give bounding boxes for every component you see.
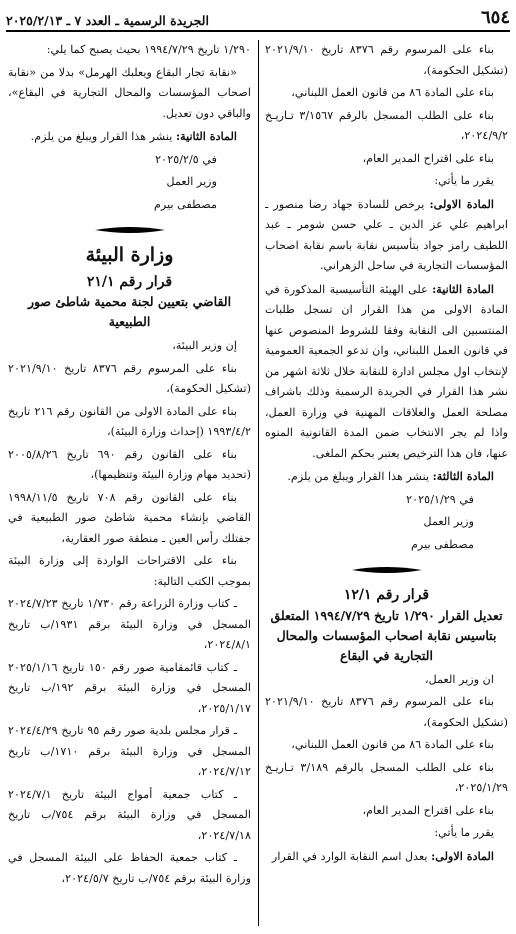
paragraph-text: يرخص للسادة جهاد رضا منصور ـ ابراهيم علي عز الدين ـ علي حسن شومر ـ عبد اللطيف رامز جواد بتأسيس نقابة باسم نقابة اصحاب المؤسسات التجارية في ساحل الزهراني.	[265, 197, 508, 272]
text-paragraph	[8, 488, 251, 550]
paragraph-text: في ٢٠٢٥/١/٢٩	[406, 492, 474, 506]
text-paragraph	[265, 106, 508, 147]
text-paragraph	[265, 40, 508, 81]
text-paragraph	[8, 359, 251, 400]
text-paragraph	[8, 551, 251, 592]
article-label: المادة الثانية:	[432, 281, 494, 296]
text-paragraph	[8, 336, 251, 357]
paragraph-text: بناء على القانون رقم ٦٩٠ تاريخ ٢٠٠٥/٨/٢٦ (تحديد مهام وزارة البيئة وتنظيمها)،	[8, 447, 251, 481]
paragraph-text: «نقابة تجار البقاع ويعلبك الهرمل» بدلا من «نقابة اصحاب المؤسسات والمحال التجارية في البقاع»، والباقي دون تعديل.	[8, 65, 251, 120]
text-paragraph	[265, 692, 508, 733]
text-paragraph	[8, 63, 251, 125]
paragraph-text: يعدل اسم النقابة الوارد في القرار	[271, 849, 428, 863]
paragraph-text: بناء على المرسوم رقم ٨٣٧٦ تاريخ ٢٠٢١/٩/١٠ (تشكيل الحكومة)،	[265, 695, 508, 729]
text-paragraph	[8, 594, 251, 656]
decision-subject: تعديل القرار ١/٢٩٠ تاريخ ١٩٩٤/٧/٢٩ المتعلق بتاسيس نقابة اصحاب المؤسسات والمحال التجارية في البقاع	[270, 607, 503, 663]
paragraph-text: إن وزير البيئة،	[172, 339, 237, 352]
paragraph-text: مصطفى بيرم	[153, 197, 217, 211]
signature-line	[8, 150, 251, 171]
paragraph-text: ـ كتاب وزارة الزراعة رقم ١/٧٣٠ تاريخ ٢٠٢٤/٧/٢٣ المسجل في وزارة البيئة برقم ١٩٣١/ب تاريخ ٢٠٢٤/٨/١،	[8, 597, 251, 651]
text-paragraph	[265, 670, 508, 691]
paragraph-text: بناء على المرسوم رقم ٨٣٧٦ تاريخ ٢٠٢١/٩/١٠ (تشكيل الحكومة)،	[265, 43, 508, 77]
article-label: المادة الاولى:	[429, 196, 495, 211]
paragraph-text: ان وزير العمل،	[425, 672, 494, 686]
page-header	[6, 6, 510, 32]
decision-number: قرار رقم ٢١/١	[86, 273, 173, 290]
article-paragraph	[265, 466, 508, 488]
ministry-heading: وزارة البيئة	[85, 244, 174, 266]
page-number: ٦٥٤	[480, 7, 510, 28]
article-paragraph	[8, 126, 251, 148]
publication-info: الجريدة الرسمية ـ العدد ٧ ـ ٢٠٢٥/٢/١٣	[6, 13, 209, 28]
decision-number: قرار رقم ١٢/١	[343, 587, 430, 603]
text-paragraph	[8, 721, 251, 783]
left-column	[8, 40, 251, 926]
paragraph-text: بناء على الاقتراحات الواردة إلى وزارة البيئة بموجب الكتب التالية:	[8, 554, 251, 588]
paragraph-text: ـ قرار مجلس بلدية صور رقم ٩٥ تاريخ ٢٠٢٤/٤/٢٩ المسجل في وزارة البيئة برقم ١٧١٠/ب تاريخ ٢٠٢٤/٧/١٢،	[8, 724, 251, 778]
section-separator	[8, 223, 251, 237]
text-paragraph	[265, 758, 508, 799]
article-paragraph	[265, 846, 508, 868]
paragraph-text: وزير العمل	[166, 175, 217, 188]
paragraph-text: بناء على المادة ٨٦ من قانون العمل اللبناني،	[291, 738, 494, 751]
paragraph-text: ينشر هذا القرار ويبلغ من يلزم.	[287, 470, 430, 483]
text-paragraph	[8, 785, 251, 847]
paragraph-text: مصطفى بيرم	[410, 537, 474, 551]
text-paragraph	[8, 402, 251, 443]
paragraph-text: يقرر ما يأتي:	[434, 826, 494, 839]
paragraph-text: بناء على المرسوم رقم ٨٣٧٦ تاريخ ٢٠٢١/٩/١٠ (تشكيل الحكومة)،	[8, 361, 251, 395]
paragraph-text: ينشر هذا القرار ويبلغ من يلزم.	[30, 130, 173, 143]
section-separator	[265, 563, 508, 577]
column-divider	[258, 40, 259, 926]
paragraph-text: بناء على المادة الاولى من القانون رقم ٢١٦ تاريخ ١٩٩٣/٤/٢ (إحداث وزارة البيئة)،	[8, 404, 251, 438]
text-paragraph	[8, 848, 251, 889]
paragraph-text: ـ كتاب جمعية الحفاظ على البيئة المسجل في وزارة البيئة برقم ٧٥٤/ب تاريخ ٢٠٢٤/٥/٧،	[8, 851, 251, 885]
paragraph-text: بناء على المادة ٨٦ من قانون العمل اللبناني،	[291, 86, 494, 99]
paragraph-text: يقرر ما يأتي:	[434, 174, 494, 187]
text-paragraph	[265, 801, 508, 822]
paragraph-text: بناء على الطلب المسجل بالرقم ٣/١٨٩ تـاريـخ ٢٠٢٥/١/٢٩،	[265, 760, 508, 794]
signature-line	[8, 195, 251, 216]
article-label: المادة الثانية:	[175, 129, 237, 143]
right-column	[265, 40, 508, 926]
text-paragraph	[265, 149, 508, 170]
paragraph-text: بناء على اقتراح المدير العام،	[362, 151, 494, 165]
paragraph-text: بناء على القانون رقم ٧٠٨ تاريخ ١٩٩٨/١١/٥ القاضي بإنشاء محمية شاطئ صور الطبيعية في جفتلك رأس العين ـ منطقة صور العقارية،	[8, 490, 251, 545]
article-label: المادة الاولى:	[431, 848, 494, 863]
signature-line	[8, 172, 251, 193]
signature-line	[265, 490, 508, 511]
paragraph-text: بناء على اقتراح المدير العام،	[362, 803, 494, 817]
text-paragraph	[8, 40, 251, 61]
text-paragraph	[265, 171, 508, 192]
text-paragraph	[8, 658, 251, 720]
text-paragraph	[265, 735, 508, 756]
article-label: المادة الثالثة:	[432, 469, 494, 483]
paragraph-text: على الهيئة التأسيسية المذكورة في المادة الاولى من هذا القرار ان تسجل طلبات المنتسبين الى النقابة وفقا للشروط المنصوص عنها في قانون العمل اللبناني، وان تدعو الجمعية العمومية لإنتخاب اول مجلس ادارة للنقابة خلال ثلاثة اشهر من نشر هذا القرار في الجريدة الرسمية وذلك باشراف مصلحة العمل والعلاقات المهنية في وزارة العمل، واذا لم يجر الانتخاب ضمن المدة القانونية المنوه عنها، فان هذا الترخيص يعتبر بحكم الملغى.	[265, 282, 508, 460]
paragraph-text: ـ كتاب جمعية أمواج البيئة تاريخ ٢٠٢٤/٧/١ المسجل في وزارة البيئة برقم ٧٥٤/ب تاريخ ٢٠٢٤/٧/١٨،	[8, 787, 251, 842]
article-paragraph	[265, 194, 508, 277]
paragraph-text: ١/٢٩٠ تاريخ ١٩٩٤/٧/٢٩ بحيث يصبح كما يلي:	[46, 43, 251, 56]
article-paragraph	[265, 279, 508, 465]
paragraph-text: في ٢٠٢٥/٢/٥	[155, 152, 217, 166]
paragraph-text: وزير العمل	[423, 515, 474, 528]
decision-subject: القاضي بتعيين لجنة محمية شاطئ صور الطبيعية	[27, 294, 232, 329]
paragraph-text: ـ كتاب قائمقامية صور رقم ١٥٠ تاريخ ٢٠٢٥/١/١٦ المسجل في وزارة البيئة برقم ١٩٢/ب تاريخ ٢٠٢٥/١/١٧،	[8, 660, 251, 715]
paragraph-text: بناء على الطلب المسجل بالرقم ٣/١٥٦٧ تـاريـخ ٢٠٢٤/٩/٢،	[265, 108, 508, 142]
text-paragraph	[8, 445, 251, 486]
text-paragraph	[265, 823, 508, 844]
signature-line	[265, 512, 508, 533]
text-paragraph	[265, 83, 508, 104]
signature-line	[265, 535, 508, 556]
